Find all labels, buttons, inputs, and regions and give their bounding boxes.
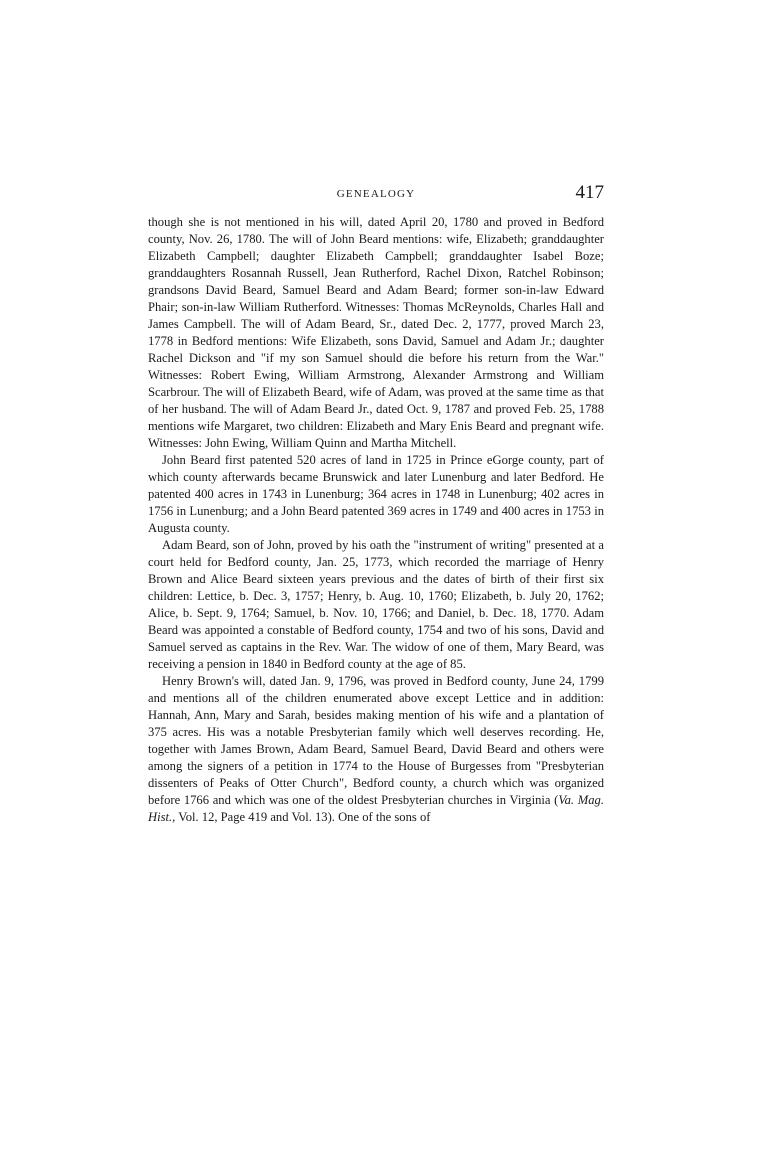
running-title: GENEALOGY	[336, 188, 416, 200]
text-body	[148, 214, 604, 826]
citation-journal-title: Va. Mag. Hist.,	[148, 793, 604, 824]
page-number: 417	[575, 182, 604, 203]
book-page	[148, 184, 604, 826]
paragraph-4	[148, 673, 604, 826]
paragraph-1: though she is not mentioned in his will, dated April 20, 1780 and proved in Bedford county, Nov. 26, 1780. The will of John Beard mentions: wife, Elizabeth; granddaughter Elizabeth Campbell; daughter Elizabeth Campbell; granddaughter Isabel Boze; granddaughters Rosannah Russell, Jean Rutherford, Rachel Dixon, Ratchel Robinson; grandsons David Beard, Samuel Beard and Adam Beard; former son-in-law Edward Phair; son-in-law William Rutherford. Witnesses: Thomas McReynolds, Charles Hall and James Campbell. The will of Adam Beard, Sr., dated Dec. 2, 1777, proved March 23, 1778 in Bedford mentions: Wife Elizabeth, sons David, Samuel and Adam Jr.; daughter Rachel Dickson and "if my son Samuel should die before his return from the War." Witnesses: Robert Ewing, William Armstrong, Alexander Armstrong and William Scarbrour. The will of Elizabeth Beard, wife of Adam, was proved at the same time as that of her husband. The will of Adam Beard Jr., dated Oct. 9, 1787 and proved Feb. 25, 1788 mentions wife Margaret, two children: Elizabeth and Mary Enis Beard and pregnant wife. Witnesses: John Ewing, William Quinn and Martha Mitchell.	[148, 215, 604, 450]
paragraph-4-text-before-citation: Henry Brown's will, dated Jan. 9, 1796, was proved in Bedford county, June 24, 1799 and mentions all of the children enumerated above except Lettice and in addition: Hannah, Ann, Mary and Sarah, besides making mention of his wife and a plantation of 375 acres. His was a notable Presbyterian family which well deserves recording. He, together with James Brown, Adam Beard, Samuel Beard, David Beard and others were among the signers of a petition in 1774 to the House of Burgesses from "Presbyterian dissenters of Peaks of Otter Church", Bedford county, a church which was organized before 1766 and which was one of the oldest Presbyterian churches in Virginia (	[148, 674, 604, 807]
running-head	[148, 184, 604, 210]
paragraph-3: Adam Beard, son of John, proved by his oath the "instrument of writing" presented at a court held for Bedford county, Jan. 25, 1773, which recorded the marriage of Henry Brown and Alice Beard sixteen years previous and the dates of birth of their first six children: Lettice, b. Dec. 3, 1757; Henry, b. Aug. 10, 1760; Elizabeth, b. July 20, 1762; Alice, b. Sept. 9, 1764; Samuel, b. Nov. 10, 1766; and Daniel, b. Dec. 18, 1770. Adam Beard was appointed a constable of Bedford county, 1754 and two of his sons, David and Samuel served as captains in the Rev. War. The widow of one of them, Mary Beard, was receiving a pension in 1840 in Bedford county at the age of 85.	[148, 538, 604, 671]
paragraph-4-text-after-citation: Vol. 12, Page 419 and Vol. 13). One of the sons of	[175, 810, 431, 824]
paragraph-2: John Beard first patented 520 acres of land in 1725 in Prince eGorge county, part of which county afterwards became Brunswick and later Lunenburg and later Bedford. He patented 400 acres in 1743 in Lunenburg; 364 acres in 1748 in Lunenburg; 402 acres in 1756 in Lunenburg; and a John Beard patented 369 acres in 1749 and 400 acres in 1753 in Augusta county.	[148, 453, 604, 535]
